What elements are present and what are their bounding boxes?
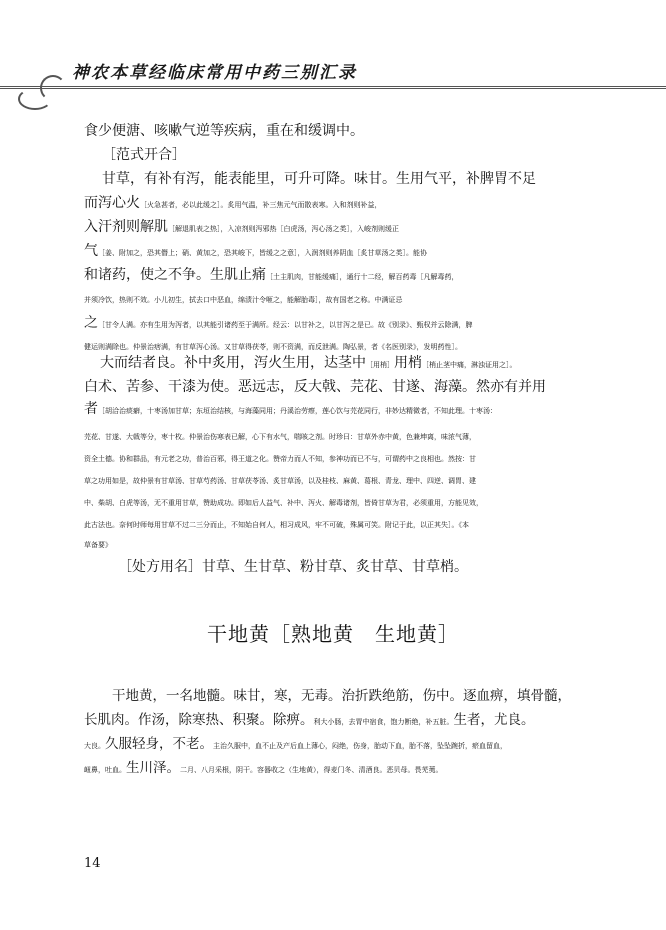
text-line: 衄鼻，吐血。生川泽。二月、八月采根，阴干。容器收之（生地黄），得麦门冬、清酒良。恶贝母。畏芜荑。 bbox=[84, 760, 443, 776]
text-line: 大而结者良。补中炙用，泻火生用，达茎中［用梢］用梢［梢止茎中痛，淋浊证用之］。 bbox=[100, 355, 517, 371]
text-line: 之［甘令人满。亦有生用为泻者，以其能引诸药至于满所。经云：以甘补之，以甘泻之是已。故《别录》、甄权并云除满，脾 bbox=[84, 315, 473, 331]
header-ornament-swirl-icon bbox=[18, 88, 52, 110]
text-line: 干地黄，一名地髓。味甘，寒，无毒。治折跌绝筋，伤中。逐血痹，填骨髓， bbox=[112, 688, 571, 704]
text-line: 入汗剂则解肌［解退肌表之热］，入凉剂则泻邪热［白虎汤，泻心汤之类］，入峻剂则缓正 bbox=[84, 219, 399, 235]
text-line: 长肌肉。作汤，除寒热、积聚。除痹。利大小肠，去胃中宿食，饱力断绝，补五脏。生者，尤良。 bbox=[84, 712, 535, 728]
note-line: 此古法也。奈何时师每用甘草不过二三分而止，不知始自何人，相习成风，牢不可破，殊属可笑。附记于此，以正其失］。《本 bbox=[84, 521, 469, 529]
page-number: 14 bbox=[84, 856, 101, 871]
running-header-title: 神农本草经临床常用中药三别汇录 bbox=[72, 63, 357, 83]
note-line: 健运则满除也。仲景治痞满，有甘草泻心汤。又甘草得茯苓，则不资满，而反泄满。陶弘景，者《名医别录》，发明药性］。 bbox=[84, 343, 462, 351]
text-line: 而泻心火［火急甚者，必以此缓之］。炙用气温，补三焦元气而散表寒。入和剂则补益， bbox=[84, 195, 382, 211]
note-line: 草之功用如是，故仲景有甘草汤、甘草芍药汤、甘草茯苓汤、炙甘草汤，以及桂枝、麻黄、葛根、青龙、理中、四逆、调胃、建 bbox=[84, 477, 476, 485]
text-line: 并须冷饮，热则不效。小儿初生，拭去口中恶血，绵渍汁令咂之，能解胎毒］，故有国老之称。中满证忌 bbox=[84, 296, 403, 304]
text-line: 气［姜、附加之，恐其僭上；硝、黄加之，恐其峻下，皆缓之之意］，入润剂则养阴血［炙甘草汤之类］。能协 bbox=[84, 243, 427, 259]
text-line: 食少便溏、咳嗽气逆等疾病，重在和缓调中。 bbox=[84, 123, 364, 139]
text-line: 甘草，有补有泻，能表能里，可升可降。味甘。生用气平，补脾胃不足 bbox=[102, 171, 536, 187]
prescription-names: ［处方用名］甘草、生甘草、粉甘草、炙甘草、甘草梢。 bbox=[118, 559, 468, 575]
text-line: 白术、苦参、干漆为使。恶远志，反大戟、芫花、甘遂、海藻。然亦有并用 bbox=[84, 379, 546, 395]
note-line: 草备要》 bbox=[84, 541, 112, 549]
note-line: 中、柴胡、白虎等汤，无不重用甘草，赞助成功。即如后人益气、补中、泻火、解毒诸剂，皆倚甘草为君，必须重用，方能见效， bbox=[84, 499, 483, 507]
section-title: 干地黄［熟地黄 生地黄］ bbox=[207, 622, 459, 646]
header-rule bbox=[0, 86, 666, 89]
text-line: 者［胡洽治痰癖，十枣汤加甘草；东垣治结核，与海藻同用；丹溪治劳瘵，莲心饮与芫花同行，非妙达精微者，不知此理。十枣汤： bbox=[84, 401, 497, 417]
note-line: 资全土德。协和群品，有元老之功，普治百邪，得王道之化。赞帝力而人不知，参神功而已不与，可谓药中之良相也。然按：甘 bbox=[84, 455, 476, 463]
subheading-fanshi: ［范式开合］ bbox=[102, 147, 186, 163]
text-line: 大良。久服轻身，不老。主治久服中，血不止及产后血上薄心，闷绝，伤身，胎动下血，胎不落，坠坠踠折，瘀血留血， bbox=[84, 736, 507, 752]
text-line: 和诸药，使之不争。生肌止痛［土主肌肉，甘能缓痛］，通行十二经，解百药毒［凡解毒药， bbox=[84, 267, 459, 283]
note-line: 芫花、甘遂、大戟等分，枣十枚。仲景治伤寒表已解，心下有水气，喘咳之剂。时珍曰：甘草外赤中黄，色兼坤离，味浓气薄， bbox=[84, 433, 476, 441]
